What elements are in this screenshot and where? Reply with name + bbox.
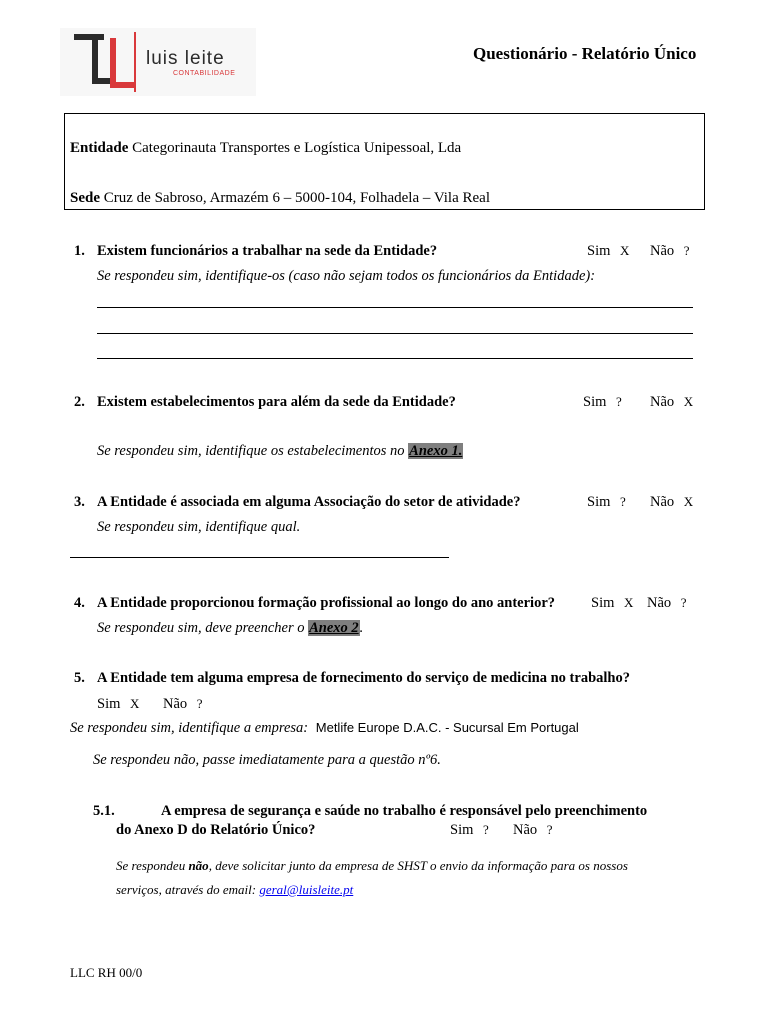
anexo-2-link[interactable]: Anexo 2 bbox=[309, 620, 359, 636]
q2-nao-mark[interactable]: X bbox=[683, 394, 694, 409]
q1-answer-line-3[interactable] bbox=[97, 358, 693, 359]
q5-nao-label: Não bbox=[163, 696, 188, 712]
q5-sim[interactable] bbox=[97, 696, 139, 713]
q1-sim-label: Sim bbox=[587, 243, 611, 259]
q4-number: 4. bbox=[74, 595, 85, 611]
email-link[interactable]: geral@luisleite.pt bbox=[259, 882, 354, 897]
page-title: Questionário - Relatório Único bbox=[473, 44, 697, 63]
q4-nao-label: Não bbox=[647, 595, 672, 611]
q51-nao-label: Não bbox=[513, 822, 538, 838]
entidade-label: Entidade bbox=[70, 140, 129, 156]
q51-note-bold: não bbox=[188, 858, 209, 873]
q51-sim-label: Sim bbox=[450, 822, 474, 838]
q5-subtext-no: Se respondeu não, passe imediatamente para a questão nº6. bbox=[93, 752, 441, 768]
q51-text-line2: do Anexo D do Relatório Único? bbox=[116, 822, 316, 838]
q51-note-line2 bbox=[116, 882, 353, 898]
q1-sim-mark[interactable]: X bbox=[620, 243, 630, 258]
q5-text: A Entidade tem alguma empresa de fornecimento do serviço de medicina no trabalho? bbox=[97, 670, 630, 686]
q3-subtext: Se respondeu sim, identifique qual. bbox=[97, 519, 301, 535]
anexo-1-link[interactable]: Anexo 1. bbox=[409, 443, 463, 459]
q51-sim-mark[interactable]: ? bbox=[483, 822, 489, 837]
q3-text: A Entidade é associada em alguma Associação do setor de atividade? bbox=[97, 494, 521, 510]
q3-sim[interactable] bbox=[587, 494, 626, 511]
q2-nao-label: Não bbox=[650, 394, 675, 410]
entity-line bbox=[70, 140, 461, 157]
q5-sim-mark[interactable]: X bbox=[130, 696, 140, 711]
q51-number: 5.1. bbox=[93, 803, 115, 819]
sede-value: Cruz de Sabroso, Armazém 6 – 5000-104, Folhadela – Vila Real bbox=[103, 190, 490, 206]
q4-subtext-pre: Se respondeu sim, deve preencher o bbox=[97, 620, 305, 636]
q5-sim-label: Sim bbox=[97, 696, 121, 712]
q4-text: A Entidade proporcionou formação profissional ao longo do ano anterior? bbox=[97, 595, 556, 611]
q2-nao[interactable] bbox=[650, 394, 693, 411]
q5-company-field[interactable]: Metlife Europe D.A.C. - Sucursal Em Portugal bbox=[315, 720, 579, 735]
logo bbox=[60, 28, 256, 96]
q51-text-line1: A empresa de segurança e saúde no trabalho é responsável pelo preenchimento bbox=[161, 803, 648, 819]
sede-label: Sede bbox=[70, 190, 100, 206]
q1-nao[interactable] bbox=[650, 243, 690, 260]
q4-subtext-post: . bbox=[359, 620, 364, 636]
logo-name: luis leite bbox=[146, 48, 225, 69]
q4-sim[interactable] bbox=[591, 595, 633, 612]
q2-sim[interactable] bbox=[583, 394, 622, 411]
q3-number: 3. bbox=[74, 494, 85, 510]
q5-subtext bbox=[70, 720, 579, 737]
q2-number: 2. bbox=[74, 394, 85, 410]
q4-subtext bbox=[97, 620, 363, 637]
q51-nao-mark[interactable]: ? bbox=[546, 822, 553, 837]
logo-divider bbox=[134, 32, 136, 92]
q3-answer-line[interactable] bbox=[70, 557, 449, 558]
q4-sim-mark[interactable]: X bbox=[624, 595, 634, 610]
sede-line bbox=[70, 190, 490, 207]
q51-sim[interactable] bbox=[450, 822, 489, 839]
q1-number: 1. bbox=[74, 243, 85, 259]
q5-nao[interactable] bbox=[163, 696, 203, 713]
q3-nao[interactable] bbox=[650, 494, 693, 511]
q3-sim-label: Sim bbox=[587, 494, 611, 510]
footer-code: LLC RH 00/0 bbox=[70, 965, 143, 980]
q2-subtext bbox=[97, 443, 463, 460]
q51-note-line1 bbox=[116, 858, 628, 874]
q51-note-mid: , deve solicitar junto da empresa de SHST o envio da informação para os nossos bbox=[208, 858, 628, 873]
logo-mark-icon bbox=[70, 28, 140, 96]
q4-nao-mark[interactable]: ? bbox=[680, 595, 687, 610]
entidade-value: Categorinauta Transportes e Logística Unipessoal, Lda bbox=[132, 140, 462, 156]
q1-sim[interactable] bbox=[587, 243, 629, 260]
q3-nao-mark[interactable]: X bbox=[683, 494, 694, 509]
q4-sim-label: Sim bbox=[591, 595, 615, 611]
q2-text: Existem estabelecimentos para além da sede da Entidade? bbox=[97, 394, 456, 410]
q3-nao-label: Não bbox=[650, 494, 675, 510]
q1-text: Existem funcionários a trabalhar na sede da Entidade? bbox=[97, 243, 438, 259]
q51-nao[interactable] bbox=[513, 822, 553, 839]
q1-nao-mark[interactable]: ? bbox=[683, 243, 690, 258]
q51-note-pre: Se respondeu bbox=[116, 858, 186, 873]
q1-nao-label: Não bbox=[650, 243, 675, 259]
q1-answer-line-1[interactable] bbox=[97, 307, 693, 308]
q5-number: 5. bbox=[74, 670, 85, 686]
q5-nao-mark[interactable]: ? bbox=[196, 696, 203, 711]
logo-subtitle: CONTABILIDADE bbox=[173, 70, 236, 77]
q51-note-line2-text: serviços, através do email: bbox=[116, 882, 257, 897]
q5-subtext-pre: Se respondeu sim, identifique a empresa: bbox=[70, 720, 309, 736]
q2-sim-label: Sim bbox=[583, 394, 607, 410]
q1-subtext: Se respondeu sim, identifique-os (caso não sejam todos os funcionários da Entidade): bbox=[97, 268, 596, 284]
q1-answer-line-2[interactable] bbox=[97, 333, 693, 334]
q2-subtext-pre: Se respondeu sim, identifique os estabelecimentos no bbox=[97, 443, 405, 459]
q3-sim-mark[interactable]: ? bbox=[620, 494, 626, 509]
q4-nao[interactable] bbox=[647, 595, 687, 612]
q2-sim-mark[interactable]: ? bbox=[616, 394, 622, 409]
